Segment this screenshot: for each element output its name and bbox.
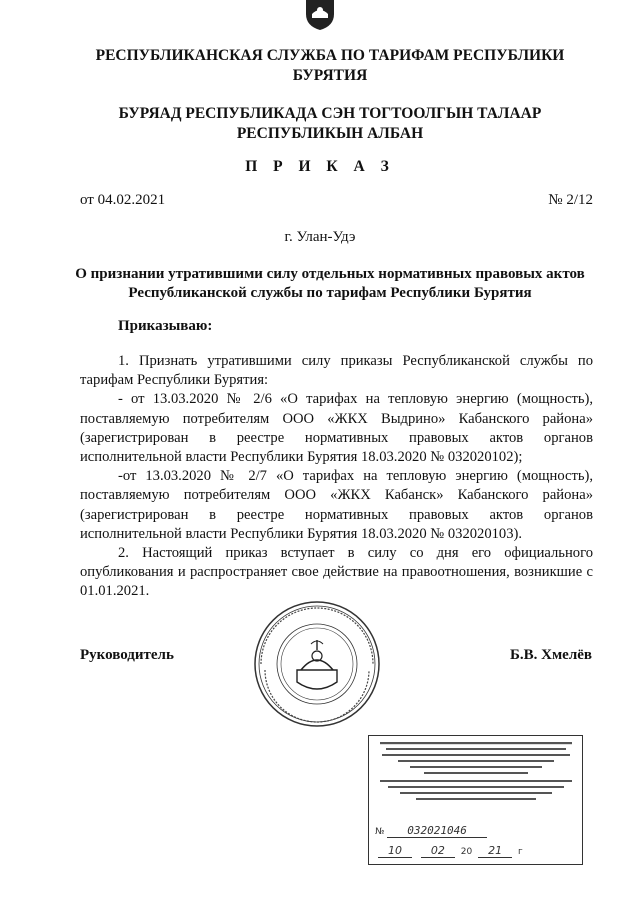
registration-month: 02 (421, 844, 455, 858)
document-subject: О признании утратившими силу отдельных нормативных правовых актов Республиканской службы по тарифам Республики Бурятия (75, 266, 585, 301)
paragraph-1: 1. Признать утратившими силу приказы Республиканской службы по тарифам Республики Бурятия: (80, 353, 593, 389)
list-item-2: -от 13.03.2020 № 2/7 «О тарифах на тепловую энергию (мощность), поставляемую потребителям ООО «ЖКХ Кабанск» Кабанского района» (зарегистрирован в реестре нормативных правовых актов органов исполнительной власти Республики Бурятия 18.03.2020 № 032020103). (80, 468, 593, 542)
registration-date-row (375, 844, 523, 857)
registration-number-prefix: № (375, 827, 385, 837)
document-date: от 04.02.2021 (80, 192, 166, 208)
registration-year-prefix: 20 (460, 847, 473, 857)
document-city: г. Улан-Удэ (284, 229, 356, 245)
coat-of-arms-emblem (300, 0, 340, 30)
registration-stamp-text-block (376, 740, 576, 820)
document-body (80, 352, 593, 602)
agency-name-russian: РЕСПУБЛИКАНСКАЯ СЛУЖБА ПО ТАРИФАМ РЕСПУБЛИКИ БУРЯТИЯ (95, 47, 565, 84)
registration-stamp (368, 735, 583, 865)
official-round-seal (253, 600, 381, 728)
registration-year-suffix: 21 (478, 844, 512, 858)
signatory-position: Руководитель (80, 647, 174, 663)
registration-number: 032021046 (387, 824, 487, 838)
decree-label: Приказываю: (118, 318, 213, 334)
signatory-name: Б.В. Хмелёв (509, 647, 592, 663)
registration-year-mark: г (517, 847, 523, 857)
registration-day: 10 (378, 844, 412, 858)
registration-number-row (375, 824, 487, 837)
document-number: № 2/12 (548, 192, 593, 208)
list-item-1: - от 13.03.2020 № 2/6 «О тарифах на тепловую энергию (мощность), поставляемую потребителям ООО «ЖКХ Выдрино» Кабанского района» (зарегистрирован в реестре нормативных правовых актов органов исполнительной власти Республики Бурятия 18.03.2020 № 032020102); (80, 391, 593, 466)
document-type: П Р И К А З (245, 158, 395, 175)
paragraph-2: 2. Настоящий приказ вступает в силу со дня его официального опубликования и распространяет свое действие на правоотношения, возникшие с 01.01.2021. (80, 545, 593, 600)
agency-name-buryat: БУРЯАД РЕСПУБЛИКАДА СЭН ТОГТООЛГЫН ТАЛААР РЕСПУБЛИКЫН АЛБАН (118, 105, 542, 142)
